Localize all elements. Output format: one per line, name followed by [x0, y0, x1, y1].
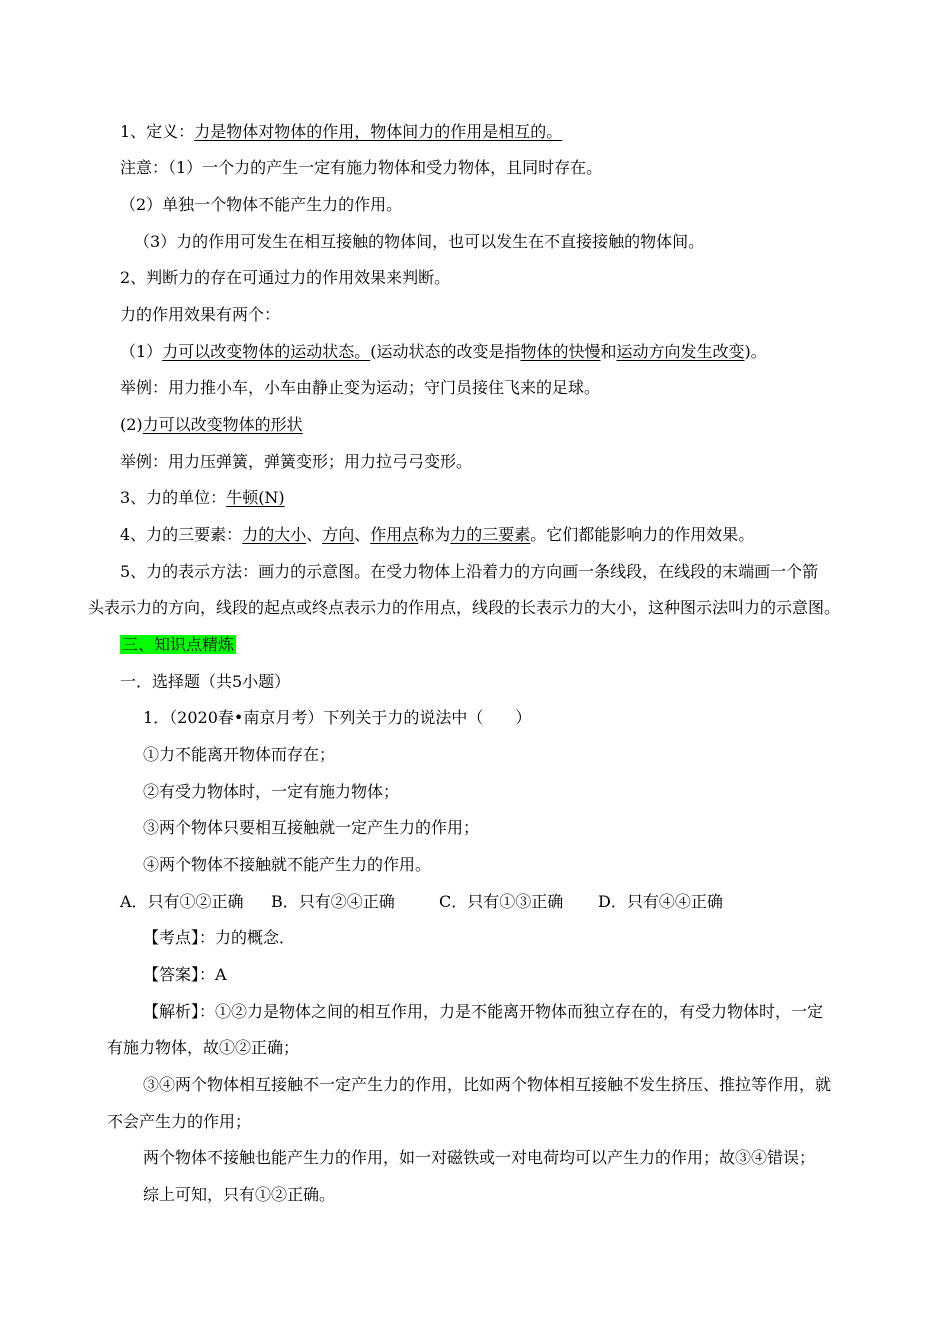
analysis-line-5: 两个物体不接触也能产生力的作用，如一对磁铁或一对电荷均可以产生力的作用；故③④错误； [143, 1148, 816, 1167]
statement-3: ③两个物体只要相互接触就一定产生力的作用； [143, 818, 480, 837]
section-title [120, 635, 236, 655]
option-d: D．只有④④正确 [598, 892, 723, 911]
analysis-line-1: 【解析】：①②力是物体之间的相互作用，力是不能离开物体而独立存在的，有受力物体时，一定 [143, 1002, 824, 1021]
statement-4: ④两个物体不接触就不能产生力的作用。 [143, 855, 432, 874]
effect-1-term-direction: 运动方向发生改变 [616, 342, 745, 361]
question-type: 一．选择题（共5小题） [120, 672, 291, 691]
effect-1-paren-open: (运动状态的改变是指 [370, 342, 521, 361]
effect-1-main: 力可以改变物体的运动状态。 [162, 342, 371, 361]
example-1: 举例：用力推小车，小车由静止变为运动；守门员接住飞来的足球。 [120, 378, 601, 397]
note-2: （2）单独一个物体不能产生力的作用。 [120, 195, 403, 214]
definition-line [120, 122, 562, 142]
statement-2: ②有受力物体时，一定有施力物体； [143, 782, 400, 801]
option-a: A．只有①②正确 [120, 892, 244, 911]
question-1-stem: 1．（2020春•南京月考）下列关于力的说法中（ ） [143, 708, 532, 727]
analysis-line-4: 不会产生力的作用； [107, 1112, 252, 1131]
force-definition: 力是物体对物体的作用，物体间力的作用是相互的。 [194, 122, 563, 141]
effect-2-main: 力可以改变物体的形状 [142, 415, 303, 434]
element-point: 作用点 [370, 525, 419, 544]
force-unit: 牛顿(N) [226, 488, 285, 507]
force-unit-prefix: 3、力的单位： [120, 488, 227, 507]
three-elements-suffix: 。它们都能影响力的作用效果。 [530, 525, 755, 544]
element-direction: 方向 [322, 525, 355, 544]
representation-line-1: 5、力的表示方法：画力的示意图。在受力物体上沿着力的方向画一条线段，在线段的末端画一个箭 [120, 562, 819, 581]
effect-2 [120, 415, 303, 435]
three-elements-term: 力的三要素 [450, 525, 531, 544]
analysis-line-6: 综上可知，只有①②正确。 [143, 1185, 336, 1204]
statement-1: ①力不能离开物体而存在； [143, 745, 336, 764]
effect-1-and: 和 [600, 342, 617, 361]
effects-intro: 力的作用效果有两个： [120, 305, 281, 324]
analysis-line-2: 有施力物体，故①②正确； [107, 1038, 300, 1057]
analysis-line-3: ③④两个物体相互接触不一定产生力的作用，比如两个物体相互接触不发生挤压、推拉等作用，就 [143, 1075, 832, 1094]
definition-prefix: 1、定义： [120, 122, 195, 141]
note-3: （3）力的作用可发生在相互接触的物体间，也可以发生在不直接接触的物体间。 [134, 232, 705, 251]
effect-1-term-speed: 物体的快慢 [520, 342, 601, 361]
kaodian: 【考点】：力的概念． [143, 928, 296, 947]
three-elements-mid: 称为 [418, 525, 451, 544]
note-1: 注意：（1）一个力的产生一定有施力物体和受力物体，且同时存在。 [120, 158, 603, 177]
separator: 、 [306, 525, 323, 544]
representation-line-2: 头表示力的方向，线段的起点或终点表示力的作用点，线段的长表示力的大小，这种图示法叫力的示意图。 [88, 598, 841, 617]
force-unit-line [120, 488, 285, 508]
effect-1-paren-close: )。 [744, 342, 767, 361]
judge-force-line: 2、判断力的存在可通过力的作用效果来判断。 [120, 268, 451, 287]
effect-1-prefix: （1） [120, 342, 163, 361]
section-title-highlight: 三、知识点精炼 [122, 635, 235, 654]
answer: 【答案】：A [143, 965, 227, 984]
answer-options [120, 892, 723, 912]
example-2: 举例：用力压弹簧，弹簧变形；用力拉弓弓变形。 [120, 452, 473, 471]
effect-2-prefix: (2) [120, 415, 143, 434]
effect-1 [120, 342, 767, 362]
three-elements-line [120, 525, 754, 545]
three-elements-prefix: 4、力的三要素： [120, 525, 243, 544]
option-c: C．只有①③正确 [439, 892, 564, 911]
option-b: B．只有②④正确 [271, 892, 395, 911]
separator: 、 [354, 525, 371, 544]
element-magnitude: 力的大小 [242, 525, 307, 544]
